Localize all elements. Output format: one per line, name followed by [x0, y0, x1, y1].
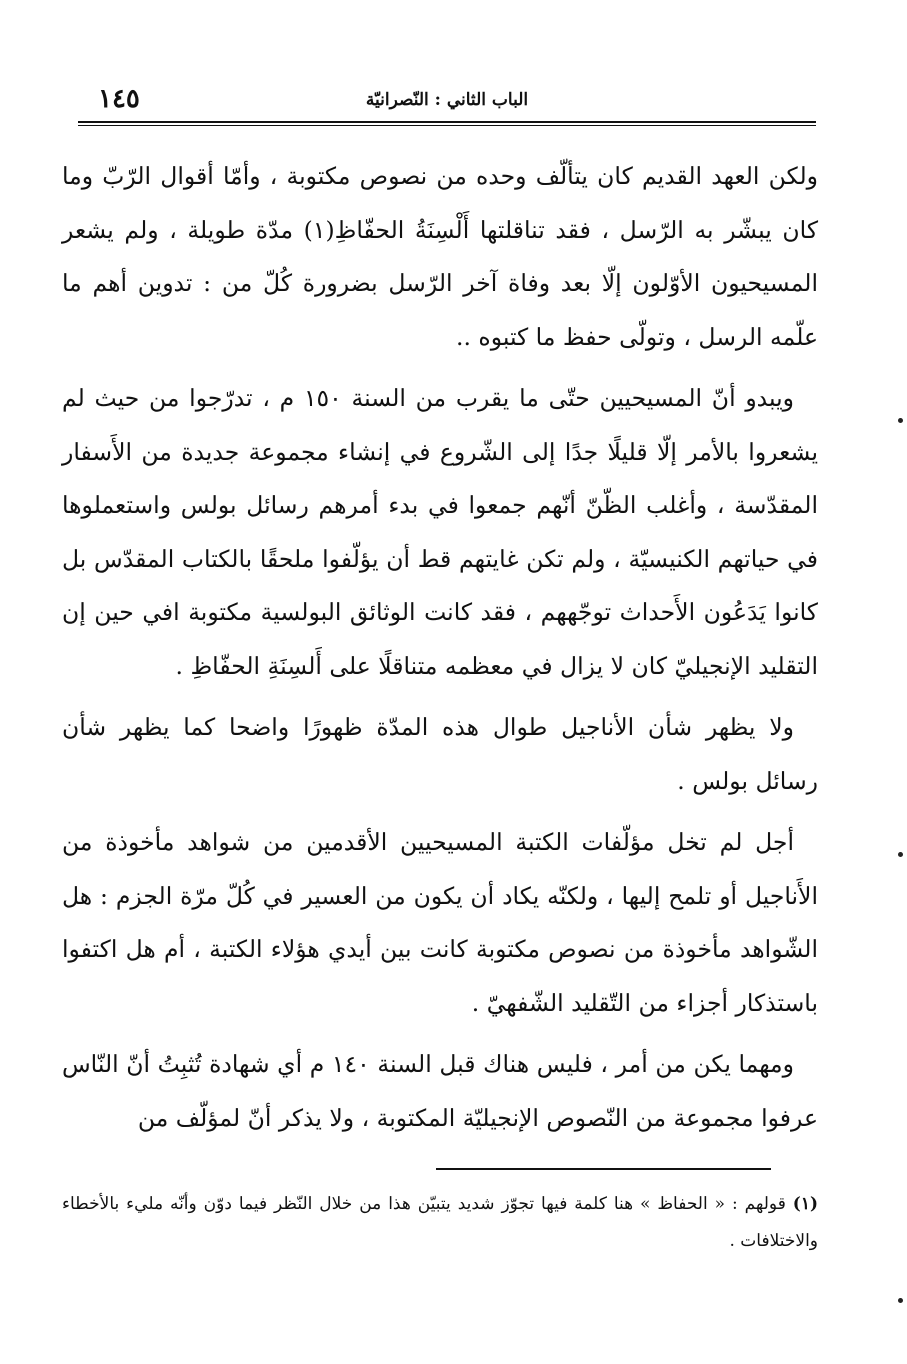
header-rule	[78, 121, 816, 126]
body-text	[62, 150, 818, 1145]
page-number: ١٤٥	[98, 84, 140, 114]
paragraph-1: ولكن العهد القديم كان يتألّف وحده من نصوص مكتوبة ، وأمّا أقوال الرّبّ وما كان يبشّر به الرّسل ، فقد تناقلتها أَلْسِنَةُ الحفّاظِ(١) مدّة طويلة ، ولم يشعر المسيحيون الأوّلون إلّا بعد وفاة آخر الرّسل بضرورة كُلّ من : تدوين أهم ما علّمه الرسل ، وتولّى حفظ ما كتبوه ..	[62, 162, 819, 351]
footnote-1	[62, 1186, 818, 1260]
scan-speck	[898, 852, 903, 857]
paragraph-2: ويبدو أنّ المسيحيين حتّى ما يقرب من السنة ١٥٠ م ، تدرّجوا من حيث لم يشعروا بالأمر إلّا قليلًا جدًا إلى الشّروع في إنشاء مجموعة جديدة من الأَسفار المقدّسة ، وأغلب الظّنّ أنّهم جمعوا في بدء أمرهم رسائل بولس واستعملوها في حياتهم الكنيسيّة ، ولم تكن غايتهم قط أن يؤلّفوا ملحقًا بالكتاب المقدّس بل كانوا يَدَعُون الأَحداث توجّههم ، فقد كانت الوثائق البولسية مكتوبة افي حين إن التقليد الإنجيليّ كان لا يزال في معظمه متناقلًا على أَلسِنَةِ الحفّاظِ .	[62, 384, 818, 680]
footnote-rule	[436, 1168, 771, 1170]
footnotes	[62, 1186, 818, 1260]
paragraph-5: ومهما يكن من أمر ، فليس هناك قبل السنة ١٤٠ م أي شهادة تُثبِتُ أنّ النّاس عرفوا مجموعة من النّصوص الإنجيليّة المكتوبة ، ولا يذكر أنّ لمؤلّف من	[62, 1050, 818, 1132]
scan-speck	[898, 418, 903, 423]
paragraph-3: ولا يظهر شأن الأناجيل طوال هذه المدّة ظهورًا واضحا كما يظهر شأن رسائل بولس .	[62, 713, 818, 795]
scan-speck	[898, 1298, 903, 1303]
paragraph-4: أجل لم تخل مؤلّفات الكتبة المسيحيين الأقدمين من شواهد مأخوذة من الأَناجيل أو تلمح إليها ، ولكنّه يكاد أن يكون من العسير في كُلّ مرّة الجزم : هل الشّواهد مأخوذة من نصوص مكتوبة كانت بين أيدي هؤلاء الكتبة ، أم هل اكتفوا باستذكار أجزاء من التّقليد الشّفهيّ .	[62, 828, 818, 1017]
page-header	[78, 84, 816, 124]
running-head: الباب الثاني : النّصرانيّة	[365, 90, 529, 110]
footnote-text: قولهم : « الحفاظ » هنا كلمة فيها تجوّز شديد يتبيّن هذا من خلال النّظر فيما دوّن وأنّه مليء بالأخطاء والاختلافات .	[62, 1194, 818, 1251]
footnote-marker: (١)	[792, 1194, 818, 1214]
